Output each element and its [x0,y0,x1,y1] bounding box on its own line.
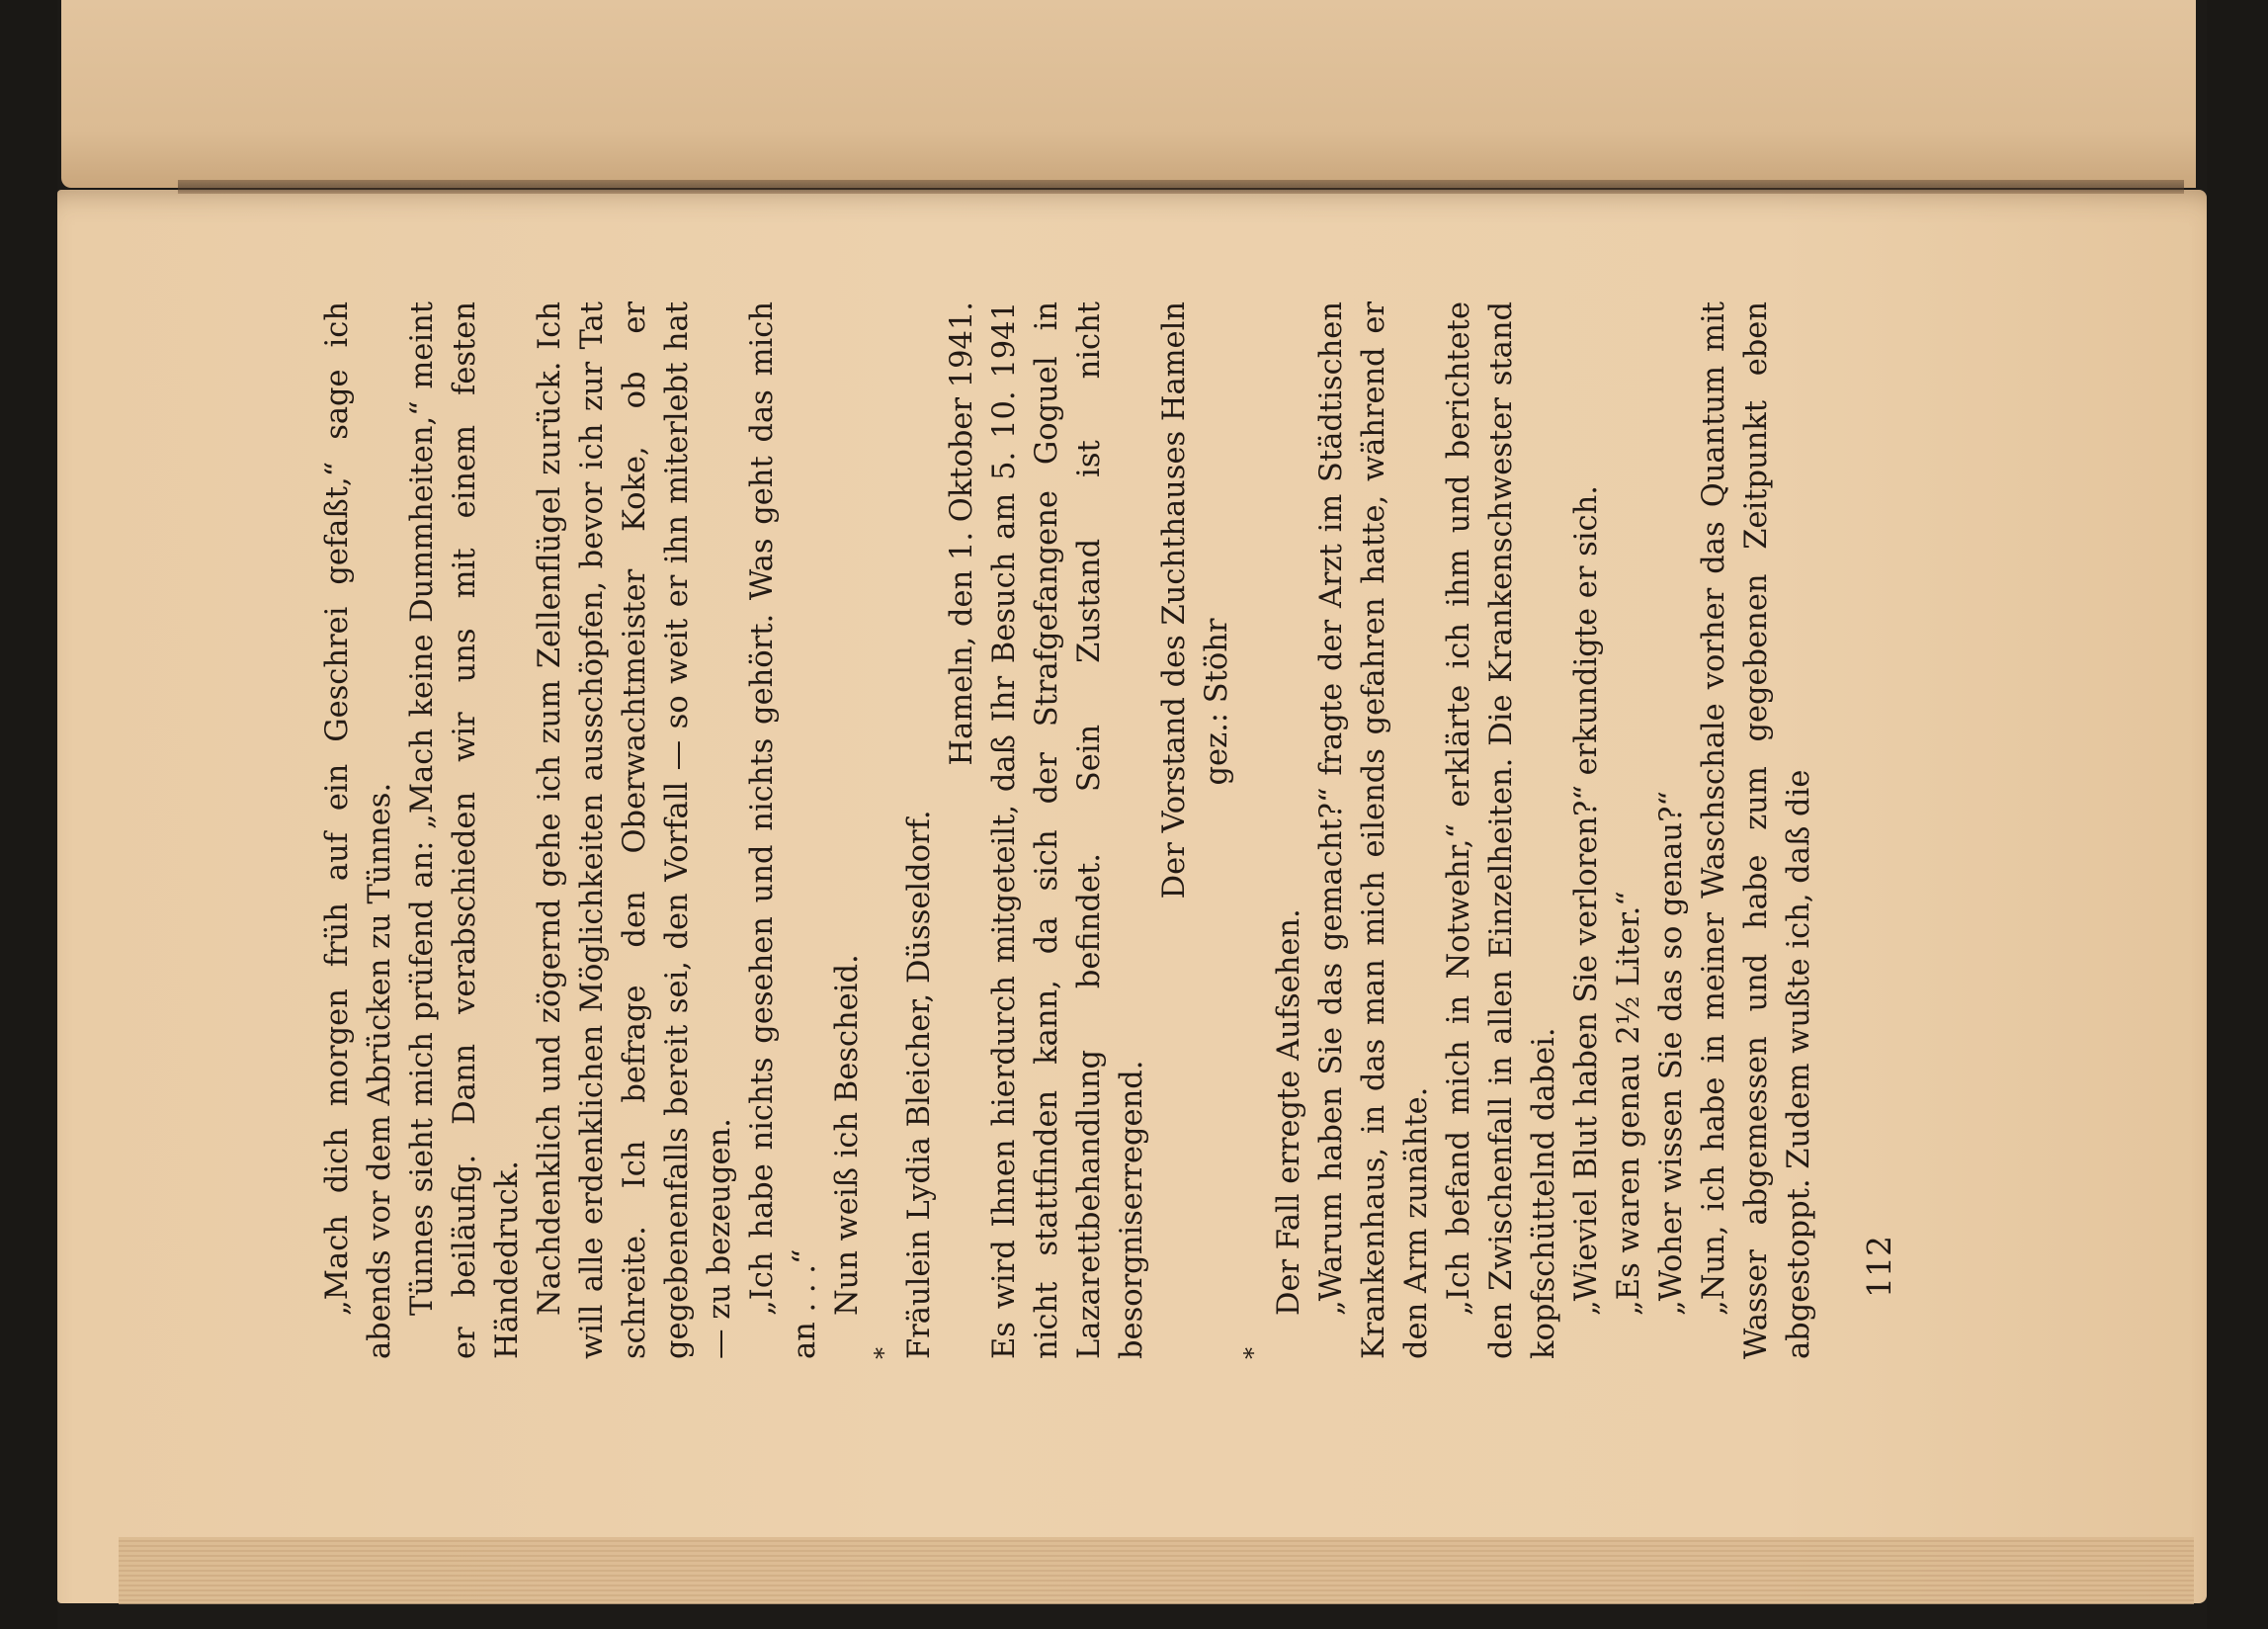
facing-page [61,0,2196,188]
paragraph: „Es waren genau 2½ Liter.“ [1612,891,1646,1316]
page-edges [119,1537,2194,1604]
paragraph: Der Fall erregte Aufsehen. [1272,908,1306,1316]
background-right [2207,0,2268,1629]
paragraph: „Wieviel Blut haben Sie verloren?“ erkundigte er sich. [1569,485,1604,1316]
letter-signature: gez.: Stöhr [1200,618,1234,786]
page-number: 112 [1860,1236,1898,1298]
page-text [316,301,1897,1359]
paragraph: „Ich befand mich in Notwehr,“ erklärte ich ihm und berichtete den Zwischenfall in allen Einzelheiten. Die Krankenschwester stand kopfschüttelnd dabei. [1442,301,1561,1359]
paragraph: „Mach dich morgen früh auf ein Geschrei gefaßt,“ sage ich abends vor dem Abrücken zu Tünnes. [320,301,397,1359]
background-left [0,0,57,1629]
letter-body: Es wird Ihnen hierdurch mitgeteilt, daß Ihr Besuch am 5. 10. 1941 nicht stattfinden kann, da sich der Strafgefangene Goguel in Lazarettbehandlung befindet. Sein Zustand ist nicht besorgniserregend. [987,301,1149,1359]
paragraph: „Ich habe nichts gesehen und nichts gehört. Was geht das mich an . . .“ [745,301,822,1359]
paragraph: „Nun, ich habe in meiner Waschschale vorher das Quantum mit Wasser abgemessen und habe zum gegebenen Zeitpunkt eben abgestoppt. Zudem wußte ich, daß die [1697,301,1816,1359]
letter-addressee: Fräulein Lydia Bleicher, Düsseldorf. [902,810,937,1359]
letter-signature-title: Der Vorstand des Zuchthauses Hameln [1157,301,1192,900]
paragraph: „Warum haben Sie das gemacht?“ fragte der Arzt im Städtischen Krankenhaus, in das man mich eilends gefahren hatte, während er den Arm zunähte. [1314,301,1434,1359]
paragraph: Nachdenklich und zögernd gehe ich zum Zellenflügel zurück. Ich will alle erdenklichen Möglichkeiten ausschöpfen, bevor ich zur Tat schreite. Ich befrage den Oberwachtmeister Koke, ob er gegebenenfalls bereit sei, den Vorfall — so weit er ihn miterlebt hat — zu bezeugen. [533,301,737,1359]
section-separator: * [1239,1347,1267,1359]
paragraph: Tünnes sieht mich prüfend an: „Mach keine Dummheiten,“ meint er beiläufig. Dann verabschieden wir uns mit einem festen Händedruck. [405,301,525,1359]
letter-date: Hameln, den 1. Oktober 1941. [945,301,979,766]
paragraph: „Woher wissen Sie das so genau?“ [1654,790,1689,1316]
paragraph: Nun weiß ich Bescheid. [830,954,865,1316]
book-gutter [178,180,2184,194]
section-separator: * [870,1347,897,1359]
